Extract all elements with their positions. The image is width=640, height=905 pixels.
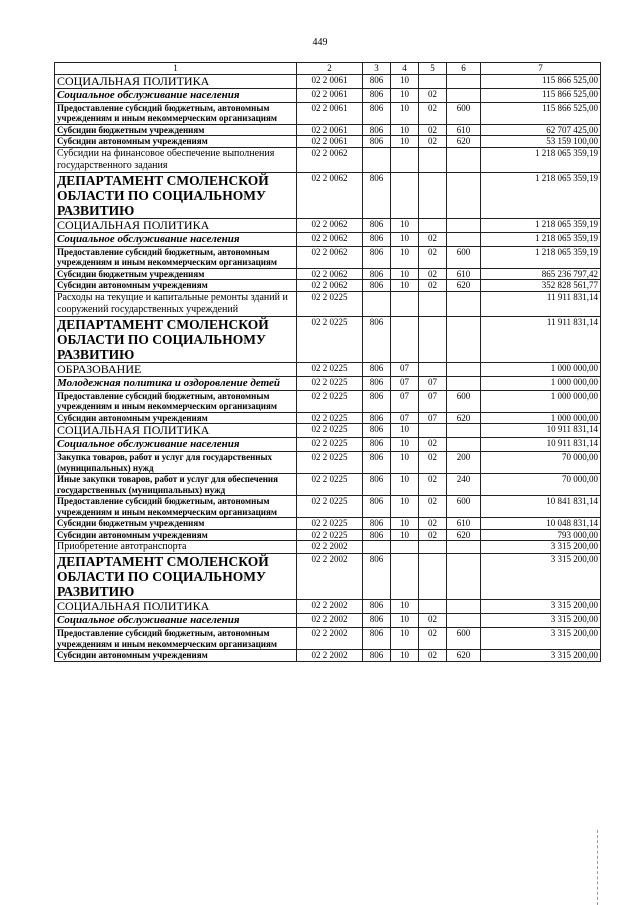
row-name-cell: Приобретение автотранспорта <box>55 541 297 554</box>
target-article-code-cell: 02 2 0225 <box>297 362 363 376</box>
section-code-cell: 10 <box>391 628 419 650</box>
row-name-cell: Предоставление субсидий бюджетным, автономным учреждениям и иным некоммерческим организациям <box>55 628 297 650</box>
target-article-code-cell: 02 2 0225 <box>297 316 363 362</box>
row-name-cell: Социальное обслуживание населения <box>55 232 297 246</box>
subsection-code-cell: 02 <box>419 232 447 246</box>
ministry-code-cell: 806 <box>363 88 391 102</box>
subsection-code-cell: 07 <box>419 390 447 412</box>
amount-cell: 352 828 561,77 <box>481 280 601 292</box>
section-code-cell: 07 <box>391 376 419 390</box>
ministry-code-cell: 806 <box>363 600 391 614</box>
expense-type-code-cell: 200 <box>447 452 481 474</box>
row-name-cell: Субсидии автономным учреждениям <box>55 529 297 541</box>
expense-type-code-cell: 600 <box>447 496 481 518</box>
amount-cell: 1 218 065 359,19 <box>481 232 601 246</box>
target-article-code-cell: 02 2 0225 <box>297 390 363 412</box>
target-article-code-cell: 02 2 0062 <box>297 147 363 172</box>
section-code-cell <box>391 147 419 172</box>
amount-cell: 70 000,00 <box>481 452 601 474</box>
row-name-cell: Субсидии на финансовое обеспечение выполнения государственного задания <box>55 147 297 172</box>
target-article-code-cell: 02 2 0062 <box>297 246 363 268</box>
amount-cell: 1 218 065 359,19 <box>481 218 601 232</box>
expense-type-code-cell: 600 <box>447 390 481 412</box>
row-name-cell: Предоставление субсидий бюджетным, автономным учреждениям и иным некоммерческим организациям <box>55 102 297 124</box>
target-article-code-cell: 02 2 0225 <box>297 474 363 496</box>
expense-type-code-cell <box>447 88 481 102</box>
ministry-code-cell: 806 <box>363 232 391 246</box>
target-article-code-cell: 02 2 0225 <box>297 452 363 474</box>
subsection-code-cell <box>419 218 447 232</box>
subsection-code-cell <box>419 362 447 376</box>
row-name-cell: Молодежная политика и оздоровление детей <box>55 376 297 390</box>
row-name-cell: ДЕПАРТАМЕНТ СМОЛЕНСКОЙ ОБЛАСТИ ПО СОЦИАЛЬНОМУ РАЗВИТИЮ <box>55 172 297 218</box>
section-code-cell <box>391 316 419 362</box>
amount-cell: 62 707 425,00 <box>481 124 601 136</box>
amount-cell: 115 866 525,00 <box>481 88 601 102</box>
ministry-code-cell: 806 <box>363 316 391 362</box>
amount-cell: 3 315 200,00 <box>481 600 601 614</box>
subsection-code-cell: 02 <box>419 496 447 518</box>
amount-cell: 1 218 065 359,19 <box>481 147 601 172</box>
amount-cell: 1 000 000,00 <box>481 390 601 412</box>
subsection-code-cell: 02 <box>419 628 447 650</box>
ministry-code-cell: 806 <box>363 438 391 452</box>
amount-cell: 115 866 525,00 <box>481 74 601 88</box>
subsection-code-cell: 02 <box>419 136 447 148</box>
section-code-cell <box>391 172 419 218</box>
target-article-code-cell: 02 2 0225 <box>297 291 363 316</box>
target-article-code-cell: 02 2 0062 <box>297 280 363 292</box>
expense-type-code-cell: 610 <box>447 124 481 136</box>
row-name-cell: Предоставление субсидий бюджетным, автономным учреждениям и иным некоммерческим организациям <box>55 496 297 518</box>
section-code-cell <box>391 554 419 600</box>
budget-table-body <box>55 63 601 662</box>
table-row <box>55 554 601 600</box>
subsection-code-cell: 02 <box>419 452 447 474</box>
row-name-cell: Предоставление субсидий бюджетным, автономным учреждениям и иным некоммерческим организациям <box>55 390 297 412</box>
amount-cell: 3 315 200,00 <box>481 650 601 662</box>
amount-cell: 3 315 200,00 <box>481 614 601 628</box>
subsection-code-cell <box>419 424 447 438</box>
target-article-code-cell: 02 2 0062 <box>297 172 363 218</box>
expense-type-code-cell <box>447 316 481 362</box>
subsection-code-cell <box>419 74 447 88</box>
subsection-code-cell <box>419 554 447 600</box>
ministry-code-cell: 806 <box>363 614 391 628</box>
row-name-cell: ОБРАЗОВАНИЕ <box>55 362 297 376</box>
ministry-code-cell: 806 <box>363 136 391 148</box>
expense-type-code-cell: 620 <box>447 136 481 148</box>
subsection-code-cell: 02 <box>419 88 447 102</box>
target-article-code-cell: 02 2 0061 <box>297 102 363 124</box>
row-name-cell: Субсидии автономным учреждениям <box>55 280 297 292</box>
section-code-cell: 10 <box>391 88 419 102</box>
section-code-cell: 10 <box>391 74 419 88</box>
table-row <box>55 614 601 628</box>
table-row <box>55 74 601 88</box>
section-code-cell: 10 <box>391 496 419 518</box>
target-article-code-cell: 02 2 0225 <box>297 412 363 424</box>
target-article-code-cell: 02 2 0225 <box>297 438 363 452</box>
row-name-cell: ДЕПАРТАМЕНТ СМОЛЕНСКОЙ ОБЛАСТИ ПО СОЦИАЛЬНОМУ РАЗВИТИЮ <box>55 316 297 362</box>
table-row <box>55 218 601 232</box>
amount-cell: 793 000,00 <box>481 529 601 541</box>
ministry-code-cell: 806 <box>363 172 391 218</box>
ministry-code-cell: 806 <box>363 412 391 424</box>
ministry-code-cell: 806 <box>363 474 391 496</box>
section-code-cell <box>391 291 419 316</box>
amount-cell: 3 315 200,00 <box>481 628 601 650</box>
ministry-code-cell: 806 <box>363 529 391 541</box>
ministry-code-cell: 806 <box>363 496 391 518</box>
table-row <box>55 246 601 268</box>
ministry-code-cell: 806 <box>363 554 391 600</box>
expense-type-code-cell <box>447 147 481 172</box>
amount-cell: 865 236 797,42 <box>481 268 601 280</box>
amount-cell: 1 000 000,00 <box>481 376 601 390</box>
subsection-code-cell: 02 <box>419 280 447 292</box>
row-name-cell: СОЦИАЛЬНАЯ ПОЛИТИКА <box>55 218 297 232</box>
expense-type-code-cell <box>447 232 481 246</box>
expense-type-code-cell <box>447 541 481 554</box>
expense-type-code-cell <box>447 438 481 452</box>
column-header: 7 <box>481 63 601 75</box>
target-article-code-cell: 02 2 0062 <box>297 218 363 232</box>
ministry-code-cell: 806 <box>363 280 391 292</box>
section-code-cell: 10 <box>391 474 419 496</box>
subsection-code-cell: 07 <box>419 412 447 424</box>
amount-cell: 10 841 831,14 <box>481 496 601 518</box>
target-article-code-cell: 02 2 0061 <box>297 74 363 88</box>
row-name-cell: Социальное обслуживание населения <box>55 88 297 102</box>
subsection-code-cell <box>419 291 447 316</box>
expense-type-code-cell: 610 <box>447 268 481 280</box>
table-row <box>55 390 601 412</box>
table-row <box>55 280 601 292</box>
row-name-cell: Социальное обслуживание населения <box>55 614 297 628</box>
target-article-code-cell: 02 2 0225 <box>297 518 363 530</box>
target-article-code-cell: 02 2 2002 <box>297 650 363 662</box>
amount-cell: 1 000 000,00 <box>481 412 601 424</box>
subsection-code-cell: 02 <box>419 614 447 628</box>
section-code-cell: 07 <box>391 362 419 376</box>
section-code-cell: 10 <box>391 600 419 614</box>
section-code-cell: 10 <box>391 438 419 452</box>
section-code-cell: 10 <box>391 424 419 438</box>
expense-type-code-cell <box>447 291 481 316</box>
section-code-cell: 10 <box>391 452 419 474</box>
target-article-code-cell: 02 2 0225 <box>297 424 363 438</box>
subsection-code-cell <box>419 147 447 172</box>
ministry-code-cell: 806 <box>363 628 391 650</box>
ministry-code-cell: 806 <box>363 218 391 232</box>
amount-cell: 1 218 065 359,19 <box>481 172 601 218</box>
subsection-code-cell: 02 <box>419 650 447 662</box>
expense-type-code-cell <box>447 172 481 218</box>
expense-type-code-cell <box>447 362 481 376</box>
table-row <box>55 518 601 530</box>
table-row <box>55 541 601 554</box>
page-number: 449 <box>312 37 328 48</box>
table-row <box>55 474 601 496</box>
table-row <box>55 600 601 614</box>
target-article-code-cell: 02 2 2002 <box>297 554 363 600</box>
row-name-cell: Расходы на текущие и капитальные ремонты зданий и сооружений государственных учреждений <box>55 291 297 316</box>
expense-type-code-cell: 600 <box>447 628 481 650</box>
subsection-code-cell <box>419 172 447 218</box>
table-row <box>55 88 601 102</box>
expense-type-code-cell <box>447 218 481 232</box>
section-code-cell: 10 <box>391 518 419 530</box>
ministry-code-cell: 806 <box>363 518 391 530</box>
subsection-code-cell: 02 <box>419 474 447 496</box>
subsection-code-cell: 02 <box>419 438 447 452</box>
ministry-code-cell: 806 <box>363 390 391 412</box>
column-header: 5 <box>419 63 447 75</box>
column-header: 3 <box>363 63 391 75</box>
subsection-code-cell: 07 <box>419 376 447 390</box>
column-header: 1 <box>55 63 297 75</box>
amount-cell: 115 866 525,00 <box>481 102 601 124</box>
amount-cell: 11 911 831,14 <box>481 291 601 316</box>
subsection-code-cell: 02 <box>419 124 447 136</box>
row-name-cell: ДЕПАРТАМЕНТ СМОЛЕНСКОЙ ОБЛАСТИ ПО СОЦИАЛЬНОМУ РАЗВИТИЮ <box>55 554 297 600</box>
ministry-code-cell: 806 <box>363 102 391 124</box>
row-name-cell: СОЦИАЛЬНАЯ ПОЛИТИКА <box>55 74 297 88</box>
ministry-code-cell <box>363 147 391 172</box>
amount-cell: 11 911 831,14 <box>481 316 601 362</box>
expense-type-code-cell <box>447 376 481 390</box>
ministry-code-cell: 806 <box>363 74 391 88</box>
expense-type-code-cell: 610 <box>447 518 481 530</box>
row-name-cell: Субсидии бюджетным учреждениям <box>55 124 297 136</box>
amount-cell: 10 911 831,14 <box>481 438 601 452</box>
subsection-code-cell: 02 <box>419 102 447 124</box>
target-article-code-cell: 02 2 0225 <box>297 529 363 541</box>
table-row <box>55 136 601 148</box>
expense-type-code-cell <box>447 600 481 614</box>
target-article-code-cell: 02 2 0061 <box>297 136 363 148</box>
amount-cell: 1 218 065 359,19 <box>481 246 601 268</box>
budget-table <box>54 62 601 662</box>
ministry-code-cell <box>363 291 391 316</box>
ministry-code-cell <box>363 541 391 554</box>
section-code-cell: 10 <box>391 650 419 662</box>
target-article-code-cell: 02 2 0062 <box>297 232 363 246</box>
table-row <box>55 412 601 424</box>
amount-cell: 1 000 000,00 <box>481 362 601 376</box>
row-name-cell: Субсидии бюджетным учреждениям <box>55 518 297 530</box>
table-row <box>55 424 601 438</box>
table-row <box>55 147 601 172</box>
table-row <box>55 362 601 376</box>
row-name-cell: Субсидии бюджетным учреждениям <box>55 268 297 280</box>
table-header-row <box>55 63 601 75</box>
expense-type-code-cell <box>447 554 481 600</box>
section-code-cell: 10 <box>391 246 419 268</box>
target-article-code-cell: 02 2 2002 <box>297 614 363 628</box>
table-row <box>55 452 601 474</box>
amount-cell: 70 000,00 <box>481 474 601 496</box>
table-row <box>55 496 601 518</box>
section-code-cell: 10 <box>391 280 419 292</box>
target-article-code-cell: 02 2 2002 <box>297 600 363 614</box>
subsection-code-cell <box>419 541 447 554</box>
section-code-cell: 10 <box>391 218 419 232</box>
ministry-code-cell: 806 <box>363 124 391 136</box>
table-row <box>55 172 601 218</box>
expense-type-code-cell: 620 <box>447 529 481 541</box>
section-code-cell: 10 <box>391 614 419 628</box>
target-article-code-cell: 02 2 2002 <box>297 541 363 554</box>
expense-type-code-cell: 620 <box>447 650 481 662</box>
expense-type-code-cell: 240 <box>447 474 481 496</box>
expense-type-code-cell <box>447 74 481 88</box>
column-header: 2 <box>297 63 363 75</box>
table-row <box>55 291 601 316</box>
row-name-cell: Иные закупки товаров, работ и услуг для обеспечения государственных (муниципальных) нужд <box>55 474 297 496</box>
ministry-code-cell: 806 <box>363 246 391 268</box>
table-row <box>55 628 601 650</box>
amount-cell: 53 159 100,00 <box>481 136 601 148</box>
table-row <box>55 529 601 541</box>
subsection-code-cell: 02 <box>419 518 447 530</box>
column-header: 6 <box>447 63 481 75</box>
table-row <box>55 316 601 362</box>
row-name-cell: Субсидии автономным учреждениям <box>55 650 297 662</box>
table-row <box>55 438 601 452</box>
section-code-cell: 10 <box>391 102 419 124</box>
row-name-cell: Субсидии автономным учреждениям <box>55 412 297 424</box>
section-code-cell: 10 <box>391 529 419 541</box>
table-row <box>55 650 601 662</box>
target-article-code-cell: 02 2 0061 <box>297 88 363 102</box>
ministry-code-cell: 806 <box>363 268 391 280</box>
subsection-code-cell: 02 <box>419 529 447 541</box>
section-code-cell: 07 <box>391 412 419 424</box>
table-row <box>55 102 601 124</box>
table-row <box>55 232 601 246</box>
row-name-cell: Социальное обслуживание населения <box>55 438 297 452</box>
amount-cell: 10 048 831,14 <box>481 518 601 530</box>
row-name-cell: Предоставление субсидий бюджетным, автономным учреждениям и иным некоммерческим организациям <box>55 246 297 268</box>
expense-type-code-cell: 620 <box>447 280 481 292</box>
section-code-cell: 10 <box>391 232 419 246</box>
subsection-code-cell: 02 <box>419 268 447 280</box>
target-article-code-cell: 02 2 0225 <box>297 376 363 390</box>
expense-type-code-cell <box>447 614 481 628</box>
ministry-code-cell: 806 <box>363 362 391 376</box>
target-article-code-cell: 02 2 0225 <box>297 496 363 518</box>
amount-cell: 3 315 200,00 <box>481 541 601 554</box>
column-header: 4 <box>391 63 419 75</box>
table-row <box>55 124 601 136</box>
ministry-code-cell: 806 <box>363 452 391 474</box>
ministry-code-cell: 806 <box>363 650 391 662</box>
section-code-cell: 10 <box>391 136 419 148</box>
section-code-cell: 10 <box>391 124 419 136</box>
subsection-code-cell <box>419 316 447 362</box>
table-row <box>55 268 601 280</box>
subsection-code-cell: 02 <box>419 246 447 268</box>
section-code-cell: 10 <box>391 268 419 280</box>
amount-cell: 3 315 200,00 <box>481 554 601 600</box>
target-article-code-cell: 02 2 2002 <box>297 628 363 650</box>
row-name-cell: СОЦИАЛЬНАЯ ПОЛИТИКА <box>55 424 297 438</box>
ministry-code-cell: 806 <box>363 424 391 438</box>
expense-type-code-cell <box>447 424 481 438</box>
expense-type-code-cell: 620 <box>447 412 481 424</box>
section-code-cell: 07 <box>391 390 419 412</box>
subsection-code-cell <box>419 600 447 614</box>
amount-cell: 10 911 831,14 <box>481 424 601 438</box>
expense-type-code-cell: 600 <box>447 246 481 268</box>
ministry-code-cell: 806 <box>363 376 391 390</box>
row-name-cell: Закупка товаров, работ и услуг для государственных (муниципальных) нужд <box>55 452 297 474</box>
target-article-code-cell: 02 2 0061 <box>297 124 363 136</box>
margin-rule <box>597 830 599 905</box>
table-row <box>55 376 601 390</box>
row-name-cell: СОЦИАЛЬНАЯ ПОЛИТИКА <box>55 600 297 614</box>
target-article-code-cell: 02 2 0062 <box>297 268 363 280</box>
expense-type-code-cell: 600 <box>447 102 481 124</box>
section-code-cell <box>391 541 419 554</box>
row-name-cell: Субсидии автономным учреждениям <box>55 136 297 148</box>
